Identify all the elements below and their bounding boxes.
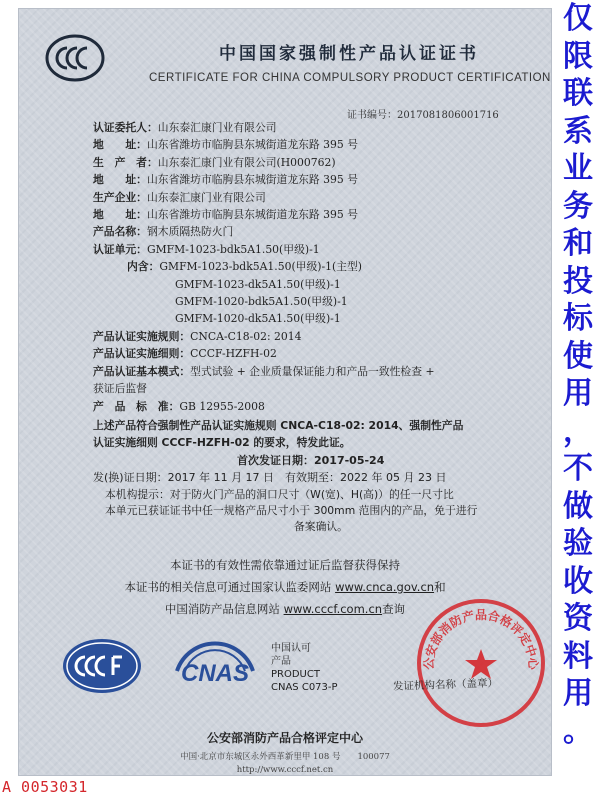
watermark-char: 做: [563, 488, 593, 524]
watermark-char: ，: [563, 413, 593, 449]
watermark-char: 用: [563, 376, 593, 411]
cccf-link[interactable]: www.cccf.com.cn: [283, 602, 383, 616]
certificate: [18, 8, 552, 776]
watermark-char: 资: [563, 601, 593, 636]
watermark-char: 不: [563, 451, 593, 486]
watermark-char: 系: [563, 113, 593, 149]
field-row: 生 产 者：山东泰汇康门业有限公司(H000762): [93, 155, 336, 169]
field-row: 地 址：山东省潍坊市临朐县东城街道龙东路 395 号: [93, 138, 359, 152]
model-row: GMFM-1020-dk5A1.50(甲级)-1: [175, 312, 341, 326]
cccf-logo-icon: [61, 637, 143, 695]
watermark-column: [556, 0, 600, 800]
watermark-char: 用: [563, 676, 593, 711]
cnas-accreditation-text: 中国认可 产品 PRODUCT CNAS C073-P: [271, 643, 338, 693]
title-en: CERTIFICATE FOR CHINA COMPULSORY PRODUCT CERTIFICATION: [149, 72, 551, 84]
model-row: GMFM-1023-dk5A1.50(甲级)-1: [175, 277, 341, 291]
official-seal-icon: [411, 593, 551, 733]
ccc-logo-icon: [45, 33, 105, 83]
watermark-char: 。: [563, 713, 593, 749]
field-row: 产品名称：钢木质隔热防火门: [93, 225, 234, 239]
svg-text:公安部消防产品合格评定中心: 公安部消防产品合格评定中心: [421, 608, 541, 671]
field-row: 地 址：山东省潍坊市临朐县东城街道龙东路 395 号: [93, 173, 359, 187]
rule-row: 获证后监督: [93, 382, 147, 396]
watermark-char: 和: [563, 226, 593, 261]
watermark-char: 使: [563, 338, 593, 374]
agency-tip: 本机构提示：对于防火门产品的洞口尺寸（W(宽)、H(高)）的任一尺寸比 本单元已获证证书中任一规格产品尺寸小于 300mm 范围内的产品，免于进行 备案确认。: [105, 488, 478, 533]
organization-address: 中国·北京市东城区永外西革新里甲 108 号 100077: [180, 752, 390, 762]
certificate-number: 证书编号：2017081806001716: [347, 110, 499, 121]
conformity-statement: 上述产品符合强制性产品认证实施规则 CNCA-C18-02: 2014、强制性产品 认证实施细则 CCCF-HZFH-02 的要求，特发此证。: [93, 419, 464, 449]
validity-notice: 本证书的有效性需依靠通过证后监督获得保持: [170, 558, 400, 572]
organization-website: http://www.cccf.net.cn: [236, 765, 334, 775]
issuer-signature: 发证机构名称（盖章）: [392, 677, 499, 693]
serial-number: A 0053031: [2, 778, 88, 796]
fields-block: [93, 119, 543, 415]
cnca-link[interactable]: www.cnca.gov.cn: [335, 580, 435, 594]
watermark-char: 收: [563, 563, 593, 599]
rule-row: 产 品 标 准：GB 12955-2008: [93, 399, 265, 413]
rule-row: 产品认证基本模式：型式试验 + 企业质量保证能力和产品一致性检查 +: [93, 364, 435, 378]
rule-row: 产品认证实施细则：CCCF-HZFH-02: [93, 347, 277, 361]
svg-text:CNAS: CNAS: [180, 660, 250, 687]
field-row: 认证委托人：山东泰汇康门业有限公司: [93, 121, 277, 134]
model-row: GMFM-1020-bdk5A1.50(甲级)-1: [175, 295, 348, 309]
cccf-notice: 中国消防产品信息网站 www.cccf.com.cn查询: [164, 602, 406, 616]
field-row: 认证单元：GMFM-1023-bdk5A1.50(甲级)-1: [93, 242, 320, 256]
watermark-char: 务: [563, 188, 593, 224]
field-row: 地 址：山东省潍坊市临朐县东城街道龙东路 395 号: [93, 208, 359, 222]
cnca-notice: 本证书的相关信息可通过国家认监委网站 www.cnca.gov.cn和: [124, 580, 446, 594]
watermark-char: 验: [563, 526, 593, 561]
title-cn: 中国国家强制性产品认证证书: [219, 44, 479, 64]
watermark-char: 仅: [563, 1, 593, 36]
watermark-char: 限: [563, 38, 593, 74]
issuing-organization: 公安部消防产品合格评定中心: [206, 731, 363, 745]
cnas-logo-icon: [165, 631, 265, 701]
rule-row: 产品认证实施规则：CNCA-C18-02: 2014: [93, 329, 302, 343]
first-issue-date: 首次发证日期：2017-05-24: [237, 454, 385, 467]
field-row: 内含：GMFM-1023-bdk5A1.50(甲级)-1(主型): [127, 260, 363, 274]
watermark-char: 料: [563, 638, 593, 674]
watermark-char: 标: [563, 301, 593, 336]
reissue-validity: 发(换)证日期：2017 年 11 月 17 日 有效期至：2022 年 05 月 23 日: [93, 471, 447, 484]
watermark-char: 联: [563, 76, 593, 111]
field-row: 生产企业：山东泰汇康门业有限公司: [93, 190, 266, 204]
watermark-char: 投: [563, 263, 593, 299]
watermark-char: 业: [563, 151, 593, 186]
